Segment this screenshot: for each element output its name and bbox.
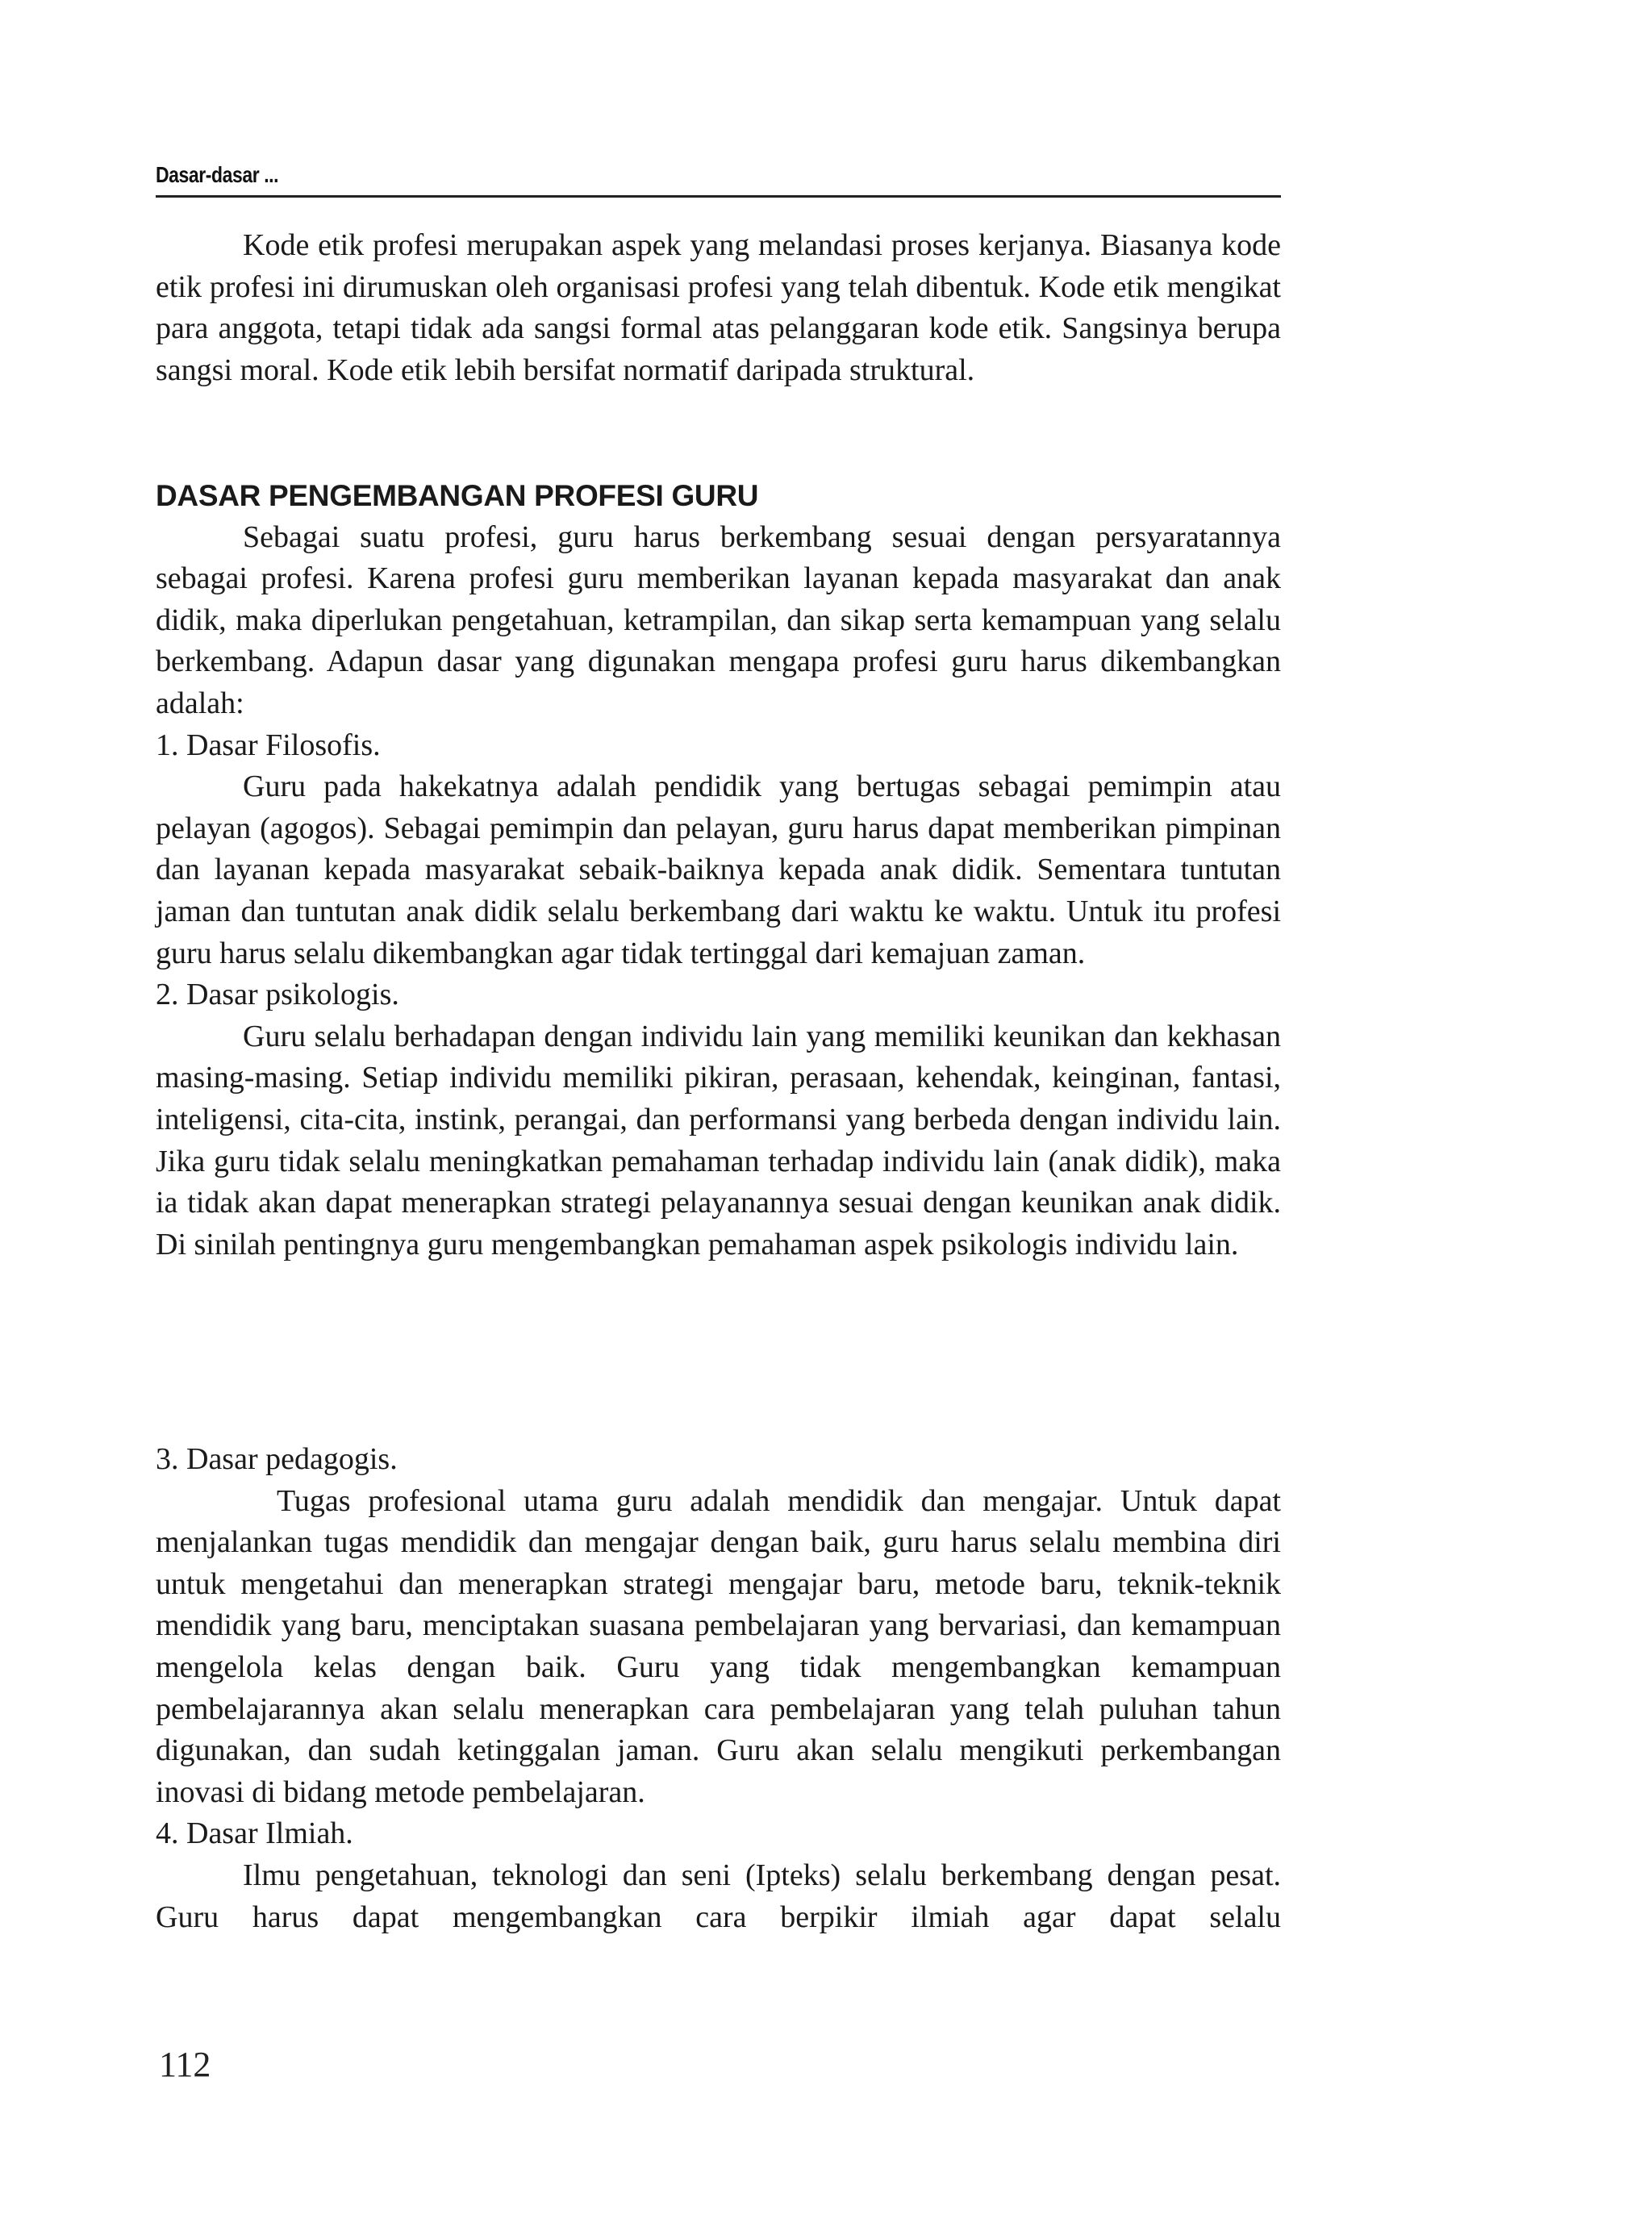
list-item-title-psikologis: 2. Dasar psikologis. [156, 978, 399, 1012]
section-dasar-pengembangan [156, 475, 1281, 1266]
list-item-title-ilmiah: 4. Dasar Ilmiah. [156, 1816, 353, 1851]
section-continued [156, 1439, 1281, 1938]
intro-block [156, 225, 1281, 391]
paragraph-pedagogis: Tugas profesional utama guru adalah mendidik dan mengajar. Untuk dapat menjalankan tugas mendidik dan mengajar dengan baik, guru harus selalu membina diri untuk mengetahui dan menerapkan strategi mengajar baru, metode baru, teknik-teknik mendidik yang baru, menciptakan suasana pembelajaran yang bervariasi, dan kemampuan mengelola kelas dengan baik. Guru yang tidak mengembangkan kemampuan pembelajarannya akan selalu menerapkan cara pembelajaran yang telah puluhan tahun digunakan, dan sudah ketinggalan jaman. Guru akan selalu mengikuti perkembangan inovasi di bidang metode pembelajaran. [156, 1483, 1281, 1809]
running-head: Dasar-dasar ... [156, 162, 279, 187]
paragraph-section-intro: Sebagai suatu profesi, guru harus berkembang sesuai dengan persyaratannya sebagai profesi. Karena profesi guru memberikan layanan kepada masyarakat dan anak didik, maka diperlukan pengetahuan, ketrampilan, dan sikap serta kemampuan yang selalu berkembang. Adapun dasar yang digunakan mengapa profesi guru harus dikembangkan adalah: [156, 519, 1281, 720]
paragraph-kode-etik: Kode etik profesi merupakan aspek yang melandasi proses kerjanya. Biasanya kode etik profesi ini dirumuskan oleh organisasi profesi yang telah dibentuk. Kode etik mengikat para anggota, tetapi tidak ada sangsi formal atas pelanggaran kode etik. Sangsinya berupa sangsi moral. Kode etik lebih bersifat normatif daripada struktural. [156, 228, 1281, 387]
section-heading: DASAR PENGEMBANGAN PROFESI GURU [156, 479, 759, 512]
header-rule [156, 195, 1281, 198]
page-number: 112 [159, 2045, 211, 2084]
paragraph-filosofis: Guru pada hakekatnya adalah pendidik yang bertugas sebagai pemimpin atau pelayan (agogos). Sebagai pemimpin dan pelayan, guru harus dapat memberikan pimpinan dan layanan kepada masyarakat sebaik-baiknya kepada anak didik. Sementara tuntutan jaman dan tuntutan anak didik selalu berkembang dari waktu ke waktu. Untuk itu profesi guru harus selalu dikembangkan agar tidak tertinggal dari kemajuan zaman. [156, 769, 1281, 970]
paragraph-psikologis: Guru selalu berhadapan dengan individu lain yang memiliki keunikan dan kekhasan masing-masing. Setiap individu memiliki pikiran, perasaan, kehendak, keinginan, fantasi, inteligensi, cita-cita, instink, perangai, dan performansi yang berbeda dengan individu lain. Jika guru tidak selalu meningkatkan pemahaman terhadap individu lain (anak didik), maka ia tidak akan dapat menerapkan strategi pelayanannya sesuai dengan keunikan anak didik. Di sinilah pentingnya guru mengembangkan pemahaman aspek psikologis individu lain. [156, 1019, 1281, 1261]
list-item-title-pedagogis: 3. Dasar pedagogis. [156, 1442, 398, 1476]
paragraph-ilmiah: Ilmu pengetahuan, teknologi dan seni (Ipteks) selalu berkembang dengan pesat. Guru harus dapat mengembangkan cara berpikir ilmiah agar dapat selalu [156, 1858, 1281, 1934]
list-item-title-filosofis: 1. Dasar Filosofis. [156, 728, 381, 762]
